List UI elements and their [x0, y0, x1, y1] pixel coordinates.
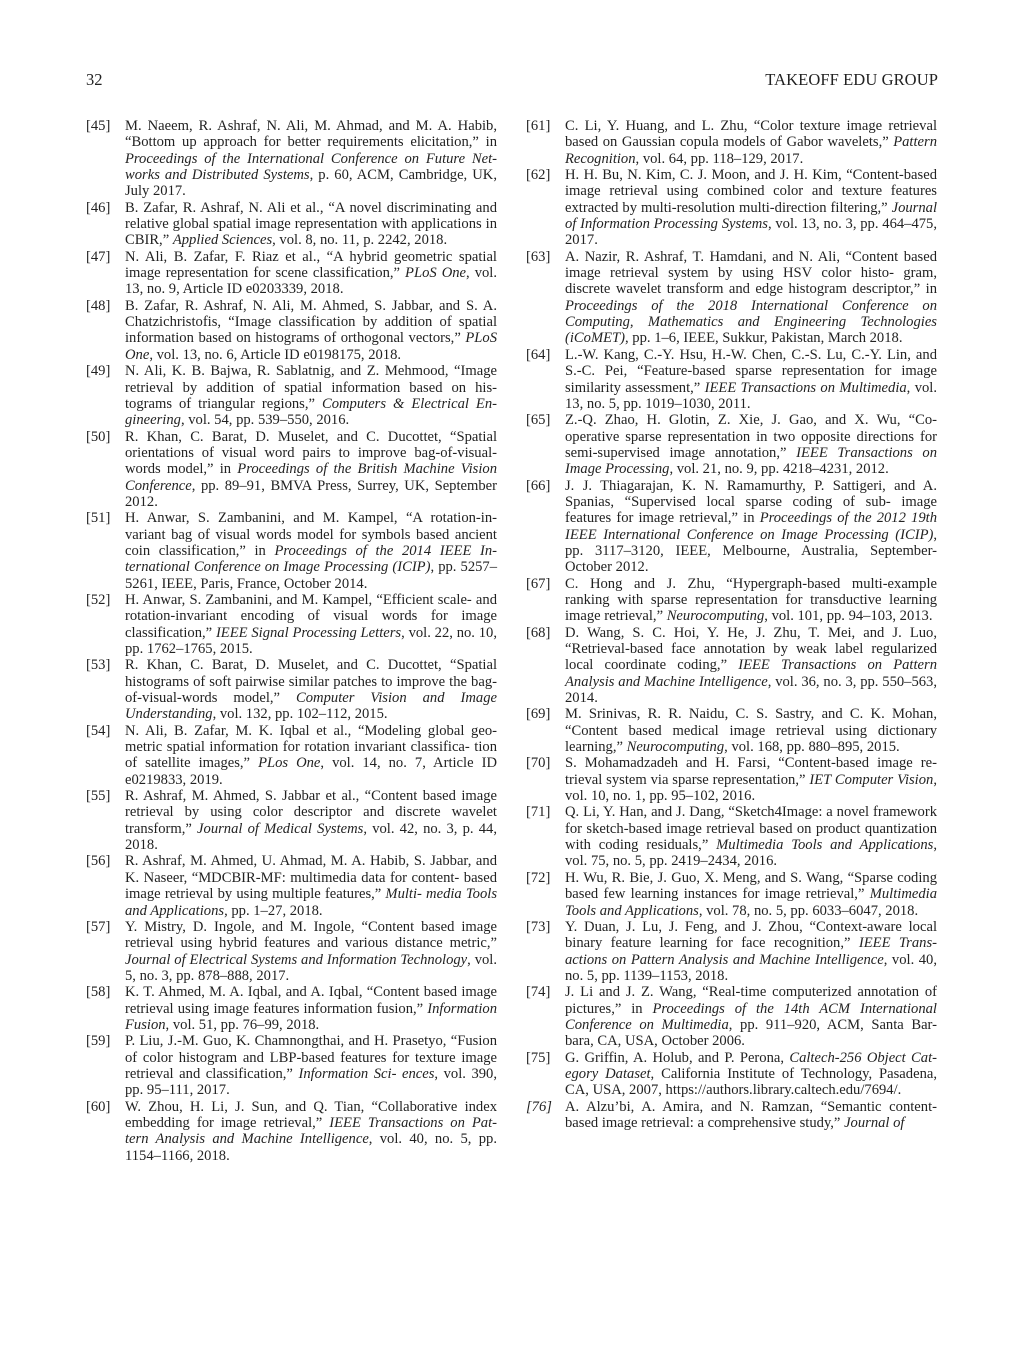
reference-number: [67]	[526, 575, 551, 592]
reference-text	[565, 804, 937, 869]
reference-entry	[526, 625, 937, 707]
reference-segment: B. Zafar, R. Ashraf, N. Ali et al., “A novel discriminating and relative global spatial image representation with applications in CBIR,”	[125, 199, 497, 249]
reference-entry	[86, 200, 497, 249]
reference-venue: IEEE Transactions on Pattern Analysis and Machine Intelligence	[565, 657, 937, 690]
reference-venue: Multimedia Tools and Applications	[716, 837, 934, 854]
reference-number: [58]	[86, 984, 111, 1001]
reference-venue: Proceedings of the 2018 International Conference on Computing, Mathematics and Engineering Technologies (iCoMET)	[565, 297, 937, 347]
reference-venue: PLos One	[258, 755, 321, 772]
reference-entry	[86, 723, 497, 788]
reference-entry	[526, 249, 937, 347]
reference-number: [63]	[526, 248, 551, 265]
reference-text	[125, 429, 497, 510]
reference-segment: H. H. Bu, N. Kim, C. J. Moon, and J. H. Kim, “Content-based image retrieval using combined color and texture features extracted by multi-resolution multi-direction filtering,”	[565, 167, 937, 216]
reference-number: [45]	[86, 118, 111, 134]
reference-entry	[526, 1099, 937, 1132]
page-number: 32	[86, 70, 103, 89]
reference-text	[565, 625, 937, 706]
reference-entry	[86, 788, 497, 853]
reference-segment: N. Ali, K. B. Bajwa, R. Sablatnig, and Z. Mehmood, “Image retrieval by addition of spatial information based on his- tograms of triangular regions,”	[125, 363, 497, 412]
reference-text	[565, 919, 937, 984]
reference-number: [75]	[526, 1049, 551, 1066]
reference-venue: Journal of	[844, 1114, 905, 1131]
reference-venue: IEEE Transactions on Multimedia	[704, 379, 907, 396]
reference-segment: Y. Duan, J. Lu, J. Feng, and J. Zhou, “Context-aware local binary feature learning for face recognition,”	[565, 918, 937, 952]
reference-venue: Journal of Information Processing Systems	[565, 199, 937, 233]
reference-entry	[86, 592, 497, 657]
reference-segment: , vol. 168, pp. 880–895, 2015.	[724, 739, 900, 756]
reference-segment: R. Ashraf, M. Ahmed, S. Jabbar et al., “Content based image retrieval by using color descriptor and discrete wavelet transform,”	[125, 788, 497, 837]
reference-entry	[526, 870, 937, 919]
reference-text	[125, 853, 497, 918]
reference-segment: R. Khan, C. Barat, D. Muselet, and C. Ducottet, “Spatial orientations of visual word pairs to improve bag-of-visual- words model,” in	[125, 428, 497, 478]
reference-venue: Computer Vision and Image Understanding	[125, 690, 497, 723]
reference-text	[125, 788, 497, 853]
reference-number: [46]	[86, 199, 111, 216]
reference-venue: Proceedings of the 14th ACM International Conference on Multimedia	[565, 1000, 937, 1033]
reference-number: [51]	[86, 510, 111, 527]
reference-text	[565, 1050, 937, 1099]
reference-venue: Journal of Electrical Systems and Information Technology	[125, 951, 468, 968]
reference-segment: , vol. 13, no. 3, pp. 464–475, 2017.	[565, 216, 937, 249]
reference-segment: , vol. 13, no. 9, Article ID e0203339, 2018.	[125, 265, 498, 298]
reference-venue: Information Sci- ences	[298, 1065, 435, 1082]
reference-venue: Applied Sciences	[172, 232, 273, 249]
reference-segment: , pp. 1–6, IEEE, Sukkur, Pakistan, March 2018.	[625, 330, 903, 347]
reference-segment: , vol. 78, no. 5, pp. 6033–6047, 2018.	[698, 902, 919, 919]
reference-segment: B. Zafar, R. Ashraf, N. Ali, M. Ahmed, S. Jabbar, and S. A. Chatzichristofis, “Image classification by addition of spatial information based on histograms of orthogonal vectors,”	[125, 297, 497, 347]
reference-number: [65]	[526, 412, 551, 429]
reference-segment: , vol. 64, pp. 118–129, 2017.	[635, 150, 804, 167]
reference-text	[125, 1033, 497, 1098]
reference-segment: , vol. 51, pp. 76–99, 2018.	[165, 1016, 320, 1033]
reference-segment: , vol. 42, no. 3, p. 44, 2018.	[125, 820, 497, 854]
reference-segment: , vol. 13, no. 5, pp. 1019–1030, 2011.	[565, 379, 937, 412]
reference-segment: J. J. Thiagarajan, K. N. Ramamurthy, P. Sattigeri, and A. Spanias, “Supervised local sparse coding of sub- image features for image retrieval,” in	[565, 477, 937, 527]
reference-text	[565, 870, 937, 919]
reference-number: [49]	[86, 363, 111, 380]
reference-number: [56]	[86, 853, 111, 870]
reference-number: [53]	[86, 657, 111, 674]
reference-segment: A. Alzu’bi, A. Amira, and N. Ramzan, “Semantic content- based image retrieval: a comprehensive study,”	[565, 1098, 937, 1131]
reference-segment: , vol. 10, no. 1, pp. 95–102, 2016.	[565, 771, 937, 805]
reference-text	[125, 298, 497, 363]
reference-venue: Caltech-256 Object Cat- egory Dataset	[565, 1049, 937, 1082]
reference-segment: M. Srinivas, R. R. Naidu, C. S. Sastry, and C. K. Mohan, “Content based medical image retrieval using dictionary learning,”	[565, 706, 937, 756]
reference-segment: , p. 60, ACM, Cambridge, UK, July 2017.	[125, 167, 497, 200]
reference-venue: PLoS One	[125, 330, 497, 363]
reference-text	[565, 984, 937, 1049]
reference-entry	[86, 363, 497, 428]
reference-entry	[86, 298, 497, 363]
reference-entry	[526, 347, 937, 412]
reference-entry	[526, 576, 937, 625]
reference-entry	[526, 755, 937, 804]
reference-venue: Proceedings of the 2012 19th IEEE International Conference on Image Processing (ICIP)	[565, 510, 937, 543]
reference-entry	[86, 429, 497, 511]
reference-number: [61]	[526, 118, 551, 134]
reference-segment: , pp. 89–91, BMVA Press, Surrey, UK, September 2012.	[125, 477, 497, 510]
reference-segment: A. Nazir, R. Ashraf, T. Hamdani, and N. Ali, “Content based image retrieval system by using HSV color histo- gram, discrete wavelet transform and edge histogram descriptor,” in	[565, 248, 937, 298]
reference-segment: R. Ashraf, M. Ahmed, U. Ahmad, M. A. Habib, S. Jabbar, and K. Naseer, “MDCBIR-MF: multimedia data for content- based image retrieval by using multiple features,”	[125, 853, 497, 903]
reference-text	[565, 1099, 937, 1131]
reference-text	[125, 249, 497, 298]
reference-number: [48]	[86, 297, 111, 314]
reference-text	[565, 576, 937, 625]
reference-number: [74]	[526, 984, 551, 1001]
reference-text	[565, 167, 937, 248]
reference-entry	[86, 249, 497, 298]
reference-text	[565, 118, 937, 167]
reference-number: [73]	[526, 918, 551, 935]
reference-text	[565, 755, 937, 804]
reference-segment: R. Khan, C. Barat, D. Muselet, and C. Ducottet, “Spatial histograms of soft pairwise similar patches to improve the bag-of-visual-words model,”	[125, 657, 497, 707]
reference-text	[565, 412, 937, 477]
reference-number: [76]	[526, 1098, 552, 1115]
reference-number: [66]	[526, 477, 551, 494]
reference-venue: IEEE Signal Processing Letters	[215, 624, 402, 641]
reference-venue: Computers & Electrical En- gineering	[125, 395, 497, 429]
reference-segment: , pp. 3117–3120, IEEE, Melbourne, Australia, September- October 2012.	[565, 526, 937, 576]
reference-entry	[86, 919, 497, 984]
reference-number: [64]	[526, 346, 551, 363]
reference-segment: , vol. 5, no. 3, pp. 878–888, 2017.	[125, 951, 497, 984]
reference-segment: S. Mohamadzadeh and H. Farsi, “Content-based image re- trieval system via sparse representation,”	[565, 755, 937, 788]
reference-venue: Information Fusion	[125, 1000, 497, 1033]
reference-segment: H. Anwar, S. Zambanini, and M. Kampel, “Efficient scale- and rotation-invariant encoding of visual words for image classification,”	[125, 591, 497, 641]
reference-segment: Q. Li, Y. Han, and J. Dang, “Sketch4Image: a novel framework for sketch-based image retrieval based on product quantization with coding residuals,”	[565, 804, 937, 854]
reference-venue: IEEE Trans- actions on Pattern Analysis and Machine Intelligence	[565, 935, 937, 968]
reference-number: [68]	[526, 624, 551, 641]
reference-number: [57]	[86, 918, 111, 935]
reference-segment: N. Ali, B. Zafar, M. K. Iqbal et al., “Modeling global geo- metric spatial information for rotation invariant classifica- tion of satellite images,”	[125, 722, 497, 772]
reference-segment: D. Wang, S. C. Hoi, Y. He, J. Zhu, T. Mei, and J. Luo, “Retrieval-based face annotation by weak label regularized local coordinate coding,”	[565, 624, 937, 674]
reference-text	[125, 657, 497, 722]
reference-number: [72]	[526, 869, 551, 886]
reference-segment: , vol. 132, pp. 102–112, 2015.	[212, 706, 388, 723]
reference-segment: N. Ali, B. Zafar, F. Riaz et al., “A hybrid geometric spatial image representation for scene classification,”	[125, 248, 497, 282]
reference-entry	[526, 804, 937, 869]
reference-venue: Multi- media Tools and Applications	[125, 886, 497, 919]
reference-segment: , vol. 40, no. 5, pp. 1139–1153, 2018.	[565, 951, 938, 984]
reference-segment: , vol. 36, no. 3, pp. 550–563, 2014.	[565, 673, 938, 707]
reference-segment: P. Liu, J.-M. Guo, K. Chamnongthai, and H. Prasetyo, “Fusion of color histogram and LBP-based features for texture image retrieval and classification,”	[125, 1033, 497, 1082]
reference-entry	[86, 1099, 497, 1164]
reference-segment: , vol. 14, no. 7, Article ID e0219833, 2019.	[125, 755, 497, 788]
reference-segment: Y. Mistry, D. Ingole, and M. Ingole, “Content based image retrieval using hybrid features and various distance metric,”	[125, 918, 497, 952]
reference-number: [54]	[86, 722, 111, 739]
reference-entry	[526, 1050, 937, 1099]
reference-venue: Proceedings of the International Conference on Future Net- works and Distributed Systems	[125, 150, 497, 184]
reference-text	[125, 118, 497, 199]
reference-segment: M. Naeem, R. Ashraf, N. Ali, M. Ahmad, and M. A. Habib, “Bottom up approach for better requirements elicitation,” in	[125, 118, 497, 151]
reference-text	[565, 347, 937, 412]
reference-segment: , pp. 5257–5261, IEEE, Paris, France, October 2014.	[125, 559, 498, 592]
reference-segment: , vol. 22, no. 10, pp. 1762–1765, 2015.	[125, 624, 497, 657]
reference-text	[125, 1099, 497, 1164]
reference-venue: Proceedings of the 2014 IEEE In- ternational Conference on Image Processing (ICIP)	[125, 542, 498, 576]
reference-segment: , vol. 54, pp. 539–550, 2016.	[180, 412, 350, 429]
reference-venue: Neurocomputing	[626, 739, 725, 756]
reference-segment: , vol. 390, pp. 95–111, 2017.	[125, 1065, 497, 1099]
reference-segment: , pp. 911–920, ACM, Santa Bar- bara, CA, USA, October 2006.	[565, 1016, 937, 1050]
references-right-column	[526, 118, 937, 1131]
reference-segment: , vol. 40, no. 5, pp. 1154–1166, 2018.	[125, 1131, 497, 1164]
running-head: TAKEOFF EDU GROUP	[765, 70, 938, 89]
reference-segment: , vol. 8, no. 11, p. 2242, 2018.	[272, 232, 448, 249]
reference-text	[565, 249, 937, 347]
reference-text	[565, 706, 937, 755]
reference-entry	[86, 853, 497, 918]
reference-venue: PLoS One	[405, 265, 467, 282]
reference-segment: , vol. 101, pp. 94–103, 2013.	[764, 608, 933, 625]
reference-segment: H. Wu, R. Bie, J. Guo, X. Meng, and S. Wang, “Sparse coding based few learning instances for image retrieval,”	[565, 869, 937, 903]
reference-segment: H. Anwar, S. Zambanini, and M. Kampel, “A rotation-in- variant bag of visual words model for symbols based ancient coin classification,” in	[125, 510, 497, 559]
reference-text	[125, 919, 497, 984]
reference-venue: Neurocomputing	[666, 608, 765, 625]
reference-segment: , vol. 21, no. 9, pp. 4218–4231, 2012.	[669, 461, 889, 478]
reference-text	[125, 592, 497, 657]
reference-segment: J. Li and J. Z. Wang, “Real-time computerized annotation of pictures,” in	[565, 984, 937, 1017]
reference-entry	[526, 984, 937, 1049]
reference-entry	[86, 984, 497, 1033]
reference-segment: C. Hong and J. Zhu, “Hypergraph-based multi-example ranking with sparse representation for transductive learning image retrieval,”	[565, 575, 937, 625]
reference-text	[565, 478, 937, 576]
reference-entry	[526, 706, 937, 755]
reference-entry	[526, 919, 937, 984]
page-header	[86, 70, 938, 94]
reference-segment: , vol. 13, no. 6, Article ID e0198175, 2018.	[149, 346, 402, 363]
reference-segment: Z.-Q. Zhao, H. Glotin, Z. Xie, J. Gao, and X. Wu, “Co- operative sparse representation in two opposite directions for semi-supervised image annotation,”	[565, 412, 937, 461]
reference-number: [70]	[526, 755, 551, 772]
references-left-column	[86, 118, 497, 1164]
reference-venue: IET Computer Vision	[809, 771, 934, 788]
reference-number: [60]	[86, 1098, 111, 1115]
reference-venue: Pattern Recognition	[565, 134, 937, 167]
reference-number: [50]	[86, 428, 111, 445]
reference-text	[125, 363, 497, 428]
reference-segment: , pp. 1–27, 2018.	[224, 902, 323, 919]
reference-segment: K. T. Ahmed, M. A. Iqbal, and A. Iqbal, “Content based image retrieval using image features information fusion,”	[125, 984, 497, 1017]
reference-entry	[86, 510, 497, 592]
reference-entry	[526, 478, 937, 576]
reference-entry	[526, 167, 937, 249]
reference-entry	[526, 118, 937, 167]
reference-number: [47]	[86, 248, 111, 265]
reference-venue: IEEE Transactions on Image Processing	[565, 444, 938, 478]
reference-segment: , California Institute of Technology, Pasadena, CA, USA, 2007, https://authors.library.caltech.edu/7694/.	[565, 1065, 937, 1099]
reference-entry	[86, 1033, 497, 1098]
reference-venue: IEEE Transactions on Pat- tern Analysis and Machine Intelligence	[125, 1114, 497, 1148]
reference-segment: , vol. 75, no. 5, pp. 2419–2434, 2016.	[565, 837, 937, 870]
reference-segment: G. Griffin, A. Holub, and P. Perona,	[565, 1049, 790, 1066]
reference-number: [52]	[86, 591, 111, 608]
reference-segment: L.-W. Kang, C.-Y. Hsu, H.-W. Chen, C.-S. Lu, C.-Y. Lin, and S.-C. Pei, “Feature-based sparse representation for image similarity assessment,”	[565, 346, 937, 396]
reference-number: [62]	[526, 167, 551, 184]
reference-text	[125, 984, 497, 1033]
reference-text	[125, 200, 497, 249]
reference-text	[125, 723, 497, 788]
reference-number: [55]	[86, 788, 111, 805]
reference-number: [59]	[86, 1033, 111, 1050]
reference-venue: Proceedings of the British Machine Vision Conference	[125, 461, 497, 494]
reference-entry	[526, 412, 937, 477]
reference-venue: Journal of Medical Systems	[197, 820, 364, 837]
reference-segment: W. Zhou, H. Li, J. Sun, and Q. Tian, “Collaborative index embedding for image retrieval,”	[125, 1098, 497, 1131]
reference-number: [71]	[526, 804, 551, 821]
reference-entry	[86, 657, 497, 722]
reference-entry	[86, 118, 497, 200]
reference-text	[125, 510, 497, 591]
reference-venue: Multimedia Tools and Applications	[565, 886, 937, 919]
reference-number: [69]	[526, 706, 551, 723]
reference-segment: C. Li, Y. Huang, and L. Zhu, “Color texture image retrieval based on Gaussian copula models of Gabor wavelets,”	[565, 118, 937, 151]
